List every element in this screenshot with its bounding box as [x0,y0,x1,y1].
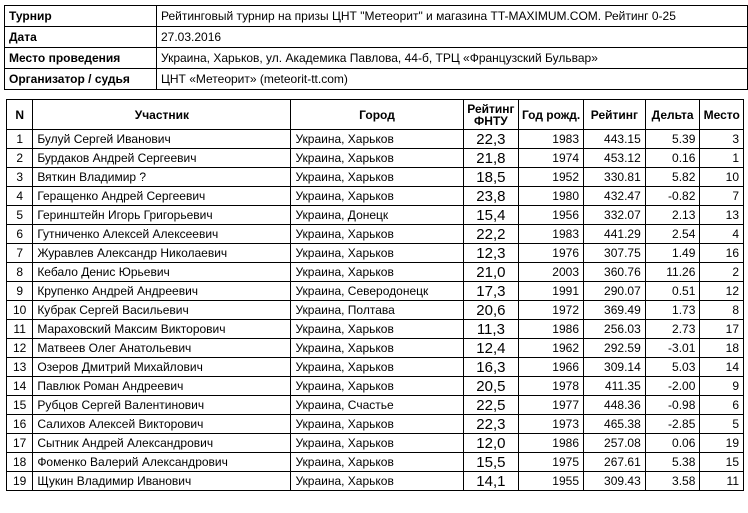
cell-birth-year: 1966 [519,358,584,377]
header-rating-fntu-line1: Рейтинг [467,101,515,116]
table-row [7,149,744,168]
cell-place: 5 [700,415,744,434]
cell-birth-year: 1980 [519,187,584,206]
cell-rating-fntu: 20,6 [463,301,519,320]
cell-delta: 5.03 [645,358,700,377]
cell-rating-fntu: 17,3 [463,282,519,301]
cell-delta: -2.00 [645,377,700,396]
cell-place: 15 [700,453,744,472]
header-participant: Участник [33,100,291,130]
cell-birth-year: 1974 [519,149,584,168]
cell-city: Украина, Харьков [291,434,463,453]
cell-place: 2 [700,263,744,282]
cell-rating: 443.15 [584,130,646,149]
table-row [7,396,744,415]
cell-place: 7 [700,187,744,206]
cell-participant: Геращенко Андрей Сергеевич [33,187,291,206]
cell-place: 1 [700,149,744,168]
cell-n: 6 [7,225,33,244]
table-row [7,225,744,244]
info-value: Рейтинговый турнир на призы ЦНТ "Метеорит" и магазина TT-MAXIMUM.COM. Рейтинг 0-25 [157,6,748,27]
cell-city: Украина, Харьков [291,339,463,358]
cell-delta: 5.39 [645,130,700,149]
cell-rating: 441.29 [584,225,646,244]
cell-rating: 292.59 [584,339,646,358]
header-city: Город [291,100,463,130]
cell-rating-fntu: 22,2 [463,225,519,244]
cell-delta: 5.82 [645,168,700,187]
cell-place: 10 [700,168,744,187]
header-n: N [7,100,33,130]
table-row [7,130,744,149]
cell-delta: 5.38 [645,453,700,472]
cell-n: 12 [7,339,33,358]
cell-participant: Мараховский Максим Викторович [33,320,291,339]
cell-rating: 309.14 [584,358,646,377]
cell-city: Украина, Харьков [291,168,463,187]
cell-rating-fntu: 18,5 [463,168,519,187]
cell-participant: Кубрак Сергей Васильевич [33,301,291,320]
cell-place: 16 [700,244,744,263]
cell-rating: 257.08 [584,434,646,453]
cell-n: 8 [7,263,33,282]
cell-rating-fntu: 12,3 [463,244,519,263]
table-row [7,301,744,320]
cell-delta: 0.51 [645,282,700,301]
cell-participant: Салихов Алексей Викторович [33,415,291,434]
info-label: Организатор / судья [5,69,157,90]
cell-participant: Рубцов Сергей Валентинович [33,396,291,415]
results-table [6,99,744,491]
cell-n: 19 [7,472,33,491]
cell-rating-fntu: 12,4 [463,339,519,358]
table-row [7,415,744,434]
cell-participant: Журавлев Александр Николаевич [33,244,291,263]
cell-birth-year: 1972 [519,301,584,320]
cell-place: 8 [700,301,744,320]
cell-participant: Вяткин Владимир ? [33,168,291,187]
cell-rating: 290.07 [584,282,646,301]
cell-place: 12 [700,282,744,301]
cell-birth-year: 1973 [519,415,584,434]
cell-rating: 256.03 [584,320,646,339]
cell-birth-year: 1978 [519,377,584,396]
cell-rating-fntu: 12,0 [463,434,519,453]
info-value: Украина, Харьков, ул. Академика Павлова, 44-б, ТРЦ «Французский Бульвар» [157,48,748,69]
cell-rating: 432.47 [584,187,646,206]
cell-rating: 267.61 [584,453,646,472]
cell-n: 11 [7,320,33,339]
info-row [5,27,748,48]
cell-n: 16 [7,415,33,434]
cell-participant: Озеров Дмитрий Михайлович [33,358,291,377]
cell-birth-year: 1983 [519,225,584,244]
info-value: ЦНТ «Метеорит» (meteorit-tt.com) [157,69,748,90]
cell-city: Украина, Харьков [291,244,463,263]
cell-city: Украина, Харьков [291,187,463,206]
cell-participant: Гутниченко Алексей Алексеевич [33,225,291,244]
cell-birth-year: 1983 [519,130,584,149]
cell-city: Украина, Харьков [291,377,463,396]
cell-rating: 411.35 [584,377,646,396]
cell-delta: -3.01 [645,339,700,358]
cell-rating-fntu: 16,3 [463,358,519,377]
cell-birth-year: 1986 [519,320,584,339]
cell-city: Украина, Полтава [291,301,463,320]
cell-participant: Павлюк Роман Андреевич [33,377,291,396]
cell-city: Украина, Харьков [291,130,463,149]
header-place: Место [700,100,744,130]
cell-birth-year: 1986 [519,434,584,453]
cell-participant: Геринштейн Игорь Григорьевич [33,206,291,225]
cell-rating: 360.76 [584,263,646,282]
cell-delta: -0.82 [645,187,700,206]
table-row [7,377,744,396]
cell-delta: 0.16 [645,149,700,168]
header-rating-fntu [463,100,519,130]
cell-birth-year: 1952 [519,168,584,187]
cell-n: 1 [7,130,33,149]
cell-n: 4 [7,187,33,206]
cell-delta: -0.98 [645,396,700,415]
cell-city: Украина, Счастье [291,396,463,415]
cell-city: Украина, Харьков [291,472,463,491]
table-row [7,206,744,225]
cell-rating: 330.81 [584,168,646,187]
table-row [7,168,744,187]
cell-city: Украина, Харьков [291,453,463,472]
cell-birth-year: 1977 [519,396,584,415]
cell-city: Украина, Харьков [291,358,463,377]
cell-place: 11 [700,472,744,491]
cell-place: 19 [700,434,744,453]
cell-rating-fntu: 23,8 [463,187,519,206]
cell-rating-fntu: 15,5 [463,453,519,472]
cell-place: 6 [700,396,744,415]
table-row [7,453,744,472]
cell-rating: 448.36 [584,396,646,415]
cell-n: 10 [7,301,33,320]
cell-participant: Сытник Андрей Александрович [33,434,291,453]
cell-rating-fntu: 15,4 [463,206,519,225]
info-label: Место проведения [5,48,157,69]
cell-city: Украина, Харьков [291,263,463,282]
cell-n: 13 [7,358,33,377]
header-birth-year: Год рожд. [519,100,584,130]
cell-city: Украина, Харьков [291,225,463,244]
cell-rating-fntu: 21,8 [463,149,519,168]
tournament-info-table [4,5,748,90]
info-label: Турнир [5,6,157,27]
cell-city: Украина, Харьков [291,320,463,339]
cell-participant: Щукин Владимир Иванович [33,472,291,491]
cell-delta: -2.85 [645,415,700,434]
table-row [7,282,744,301]
cell-delta: 1.73 [645,301,700,320]
cell-delta: 2.13 [645,206,700,225]
cell-birth-year: 1956 [519,206,584,225]
header-rating-fntu-line2: ФНТУ [474,113,508,128]
cell-birth-year: 1955 [519,472,584,491]
cell-city: Украина, Харьков [291,149,463,168]
cell-participant: Фоменко Валерий Александрович [33,453,291,472]
table-row [7,244,744,263]
cell-n: 7 [7,244,33,263]
cell-place: 4 [700,225,744,244]
cell-rating: 309.43 [584,472,646,491]
cell-birth-year: 1975 [519,453,584,472]
cell-participant: Крупенко Андрей Андреевич [33,282,291,301]
cell-n: 3 [7,168,33,187]
cell-n: 18 [7,453,33,472]
table-row [7,187,744,206]
cell-place: 3 [700,130,744,149]
info-label: Дата [5,27,157,48]
cell-rating-fntu: 21,0 [463,263,519,282]
cell-city: Украина, Северодонецк [291,282,463,301]
cell-rating: 369.49 [584,301,646,320]
cell-n: 2 [7,149,33,168]
cell-rating-fntu: 11,3 [463,320,519,339]
cell-delta: 3.58 [645,472,700,491]
cell-n: 9 [7,282,33,301]
results-header-row [7,100,744,130]
info-row [5,69,748,90]
cell-birth-year: 1976 [519,244,584,263]
cell-rating: 453.12 [584,149,646,168]
cell-rating-fntu: 20,5 [463,377,519,396]
cell-delta: 11.26 [645,263,700,282]
cell-place: 13 [700,206,744,225]
cell-rating-fntu: 22,3 [463,130,519,149]
info-row [5,48,748,69]
cell-rating: 307.75 [584,244,646,263]
cell-city: Украина, Харьков [291,415,463,434]
cell-n: 15 [7,396,33,415]
cell-birth-year: 1991 [519,282,584,301]
table-row [7,320,744,339]
cell-place: 17 [700,320,744,339]
cell-rating-fntu: 22,3 [463,415,519,434]
cell-rating: 332.07 [584,206,646,225]
cell-delta: 0.06 [645,434,700,453]
table-row [7,263,744,282]
table-row [7,339,744,358]
table-row [7,434,744,453]
cell-n: 5 [7,206,33,225]
info-value: 27.03.2016 [157,27,748,48]
cell-delta: 1.49 [645,244,700,263]
table-row [7,472,744,491]
header-rating: Рейтинг [584,100,646,130]
header-delta: Дельта [645,100,700,130]
cell-birth-year: 2003 [519,263,584,282]
cell-birth-year: 1962 [519,339,584,358]
cell-n: 17 [7,434,33,453]
cell-participant: Булуй Сергей Иванович [33,130,291,149]
cell-participant: Матвеев Олег Анатольевич [33,339,291,358]
cell-n: 14 [7,377,33,396]
cell-city: Украина, Донецк [291,206,463,225]
table-row [7,358,744,377]
cell-participant: Бурдаков Андрей Сергеевич [33,149,291,168]
cell-place: 18 [700,339,744,358]
cell-rating-fntu: 14,1 [463,472,519,491]
cell-rating-fntu: 22,5 [463,396,519,415]
cell-rating: 465.38 [584,415,646,434]
info-row [5,6,748,27]
cell-place: 14 [700,358,744,377]
cell-place: 9 [700,377,744,396]
cell-delta: 2.73 [645,320,700,339]
cell-participant: Кебало Денис Юрьевич [33,263,291,282]
cell-delta: 2.54 [645,225,700,244]
